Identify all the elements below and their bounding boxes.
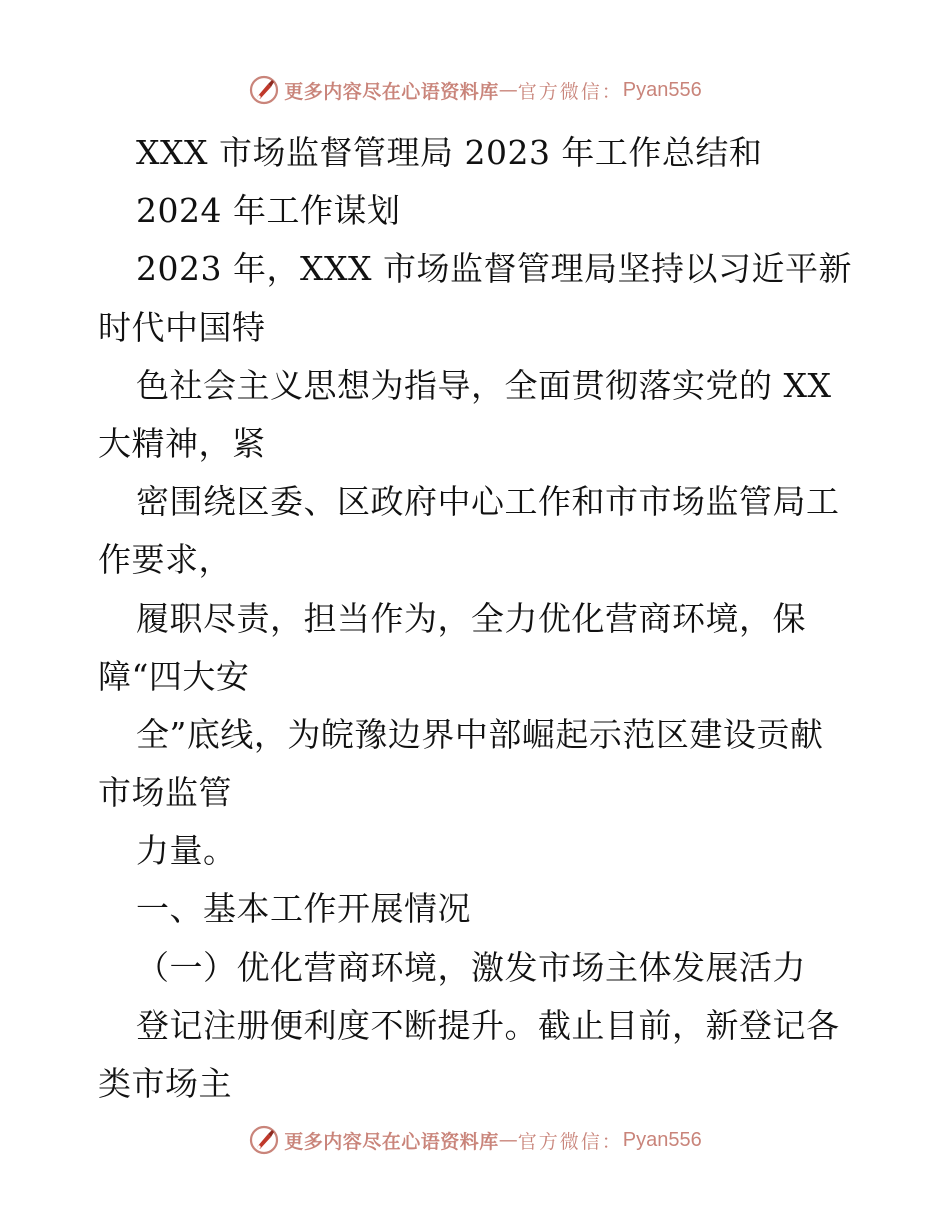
document-line: 全”底线，为皖豫边界中部崛起示范区建设贡献 — [136, 714, 824, 754]
document-line: 作要求， — [98, 540, 232, 580]
document-body — [98, 124, 858, 1113]
document-line: 大精神，紧 — [98, 423, 266, 463]
banner-library-text: 更多内容尽在心语资料库 — [284, 80, 499, 103]
document-line: （一）优化营商环境，激发市场主体发展活力 — [136, 947, 806, 987]
document-line: 履职尽责，担当作为，全力优化营商环境，保 — [136, 598, 806, 638]
banner-library-text: 更多内容尽在心语资料库 — [284, 1130, 499, 1153]
document-line: 色社会主义思想为指导，全面贯彻落实党的 XX — [136, 365, 832, 405]
pen-nib-logo-icon — [248, 74, 280, 106]
header-watermark-banner — [0, 70, 950, 110]
document-line: 市场监管 — [98, 773, 232, 813]
document-line: 障“四大安 — [98, 656, 250, 696]
document-line: XXX 市场监督管理局 2023 年工作总结和 — [136, 133, 763, 172]
pen-nib-logo-icon — [248, 1124, 280, 1156]
banner-wechat-id: Pyan556 — [622, 78, 702, 101]
banner-separator: — — [498, 79, 518, 101]
banner-official-label: 官方微信： — [517, 1130, 623, 1153]
document-line: 时代中国特 — [98, 307, 266, 347]
document-line: 2023 年，XXX 市场监督管理局坚持以习近平新 — [136, 249, 852, 289]
document-line: 力量。 — [136, 831, 237, 871]
banner-official-label: 官方微信： — [517, 80, 623, 103]
document-line: 类市场主 — [98, 1064, 232, 1103]
document-line: 2024 年工作谋划 — [136, 191, 401, 231]
banner-separator: — — [498, 1129, 518, 1151]
document-line: 登记注册便利度不断提升。截止目前，新登记各 — [136, 1005, 840, 1045]
document-line: 一、基本工作开展情况 — [136, 889, 471, 929]
banner-wechat-id: Pyan556 — [622, 1128, 702, 1151]
footer-watermark-banner — [0, 1120, 950, 1160]
document-line: 密围绕区委、区政府中心工作和市市场监管局工 — [136, 482, 840, 522]
